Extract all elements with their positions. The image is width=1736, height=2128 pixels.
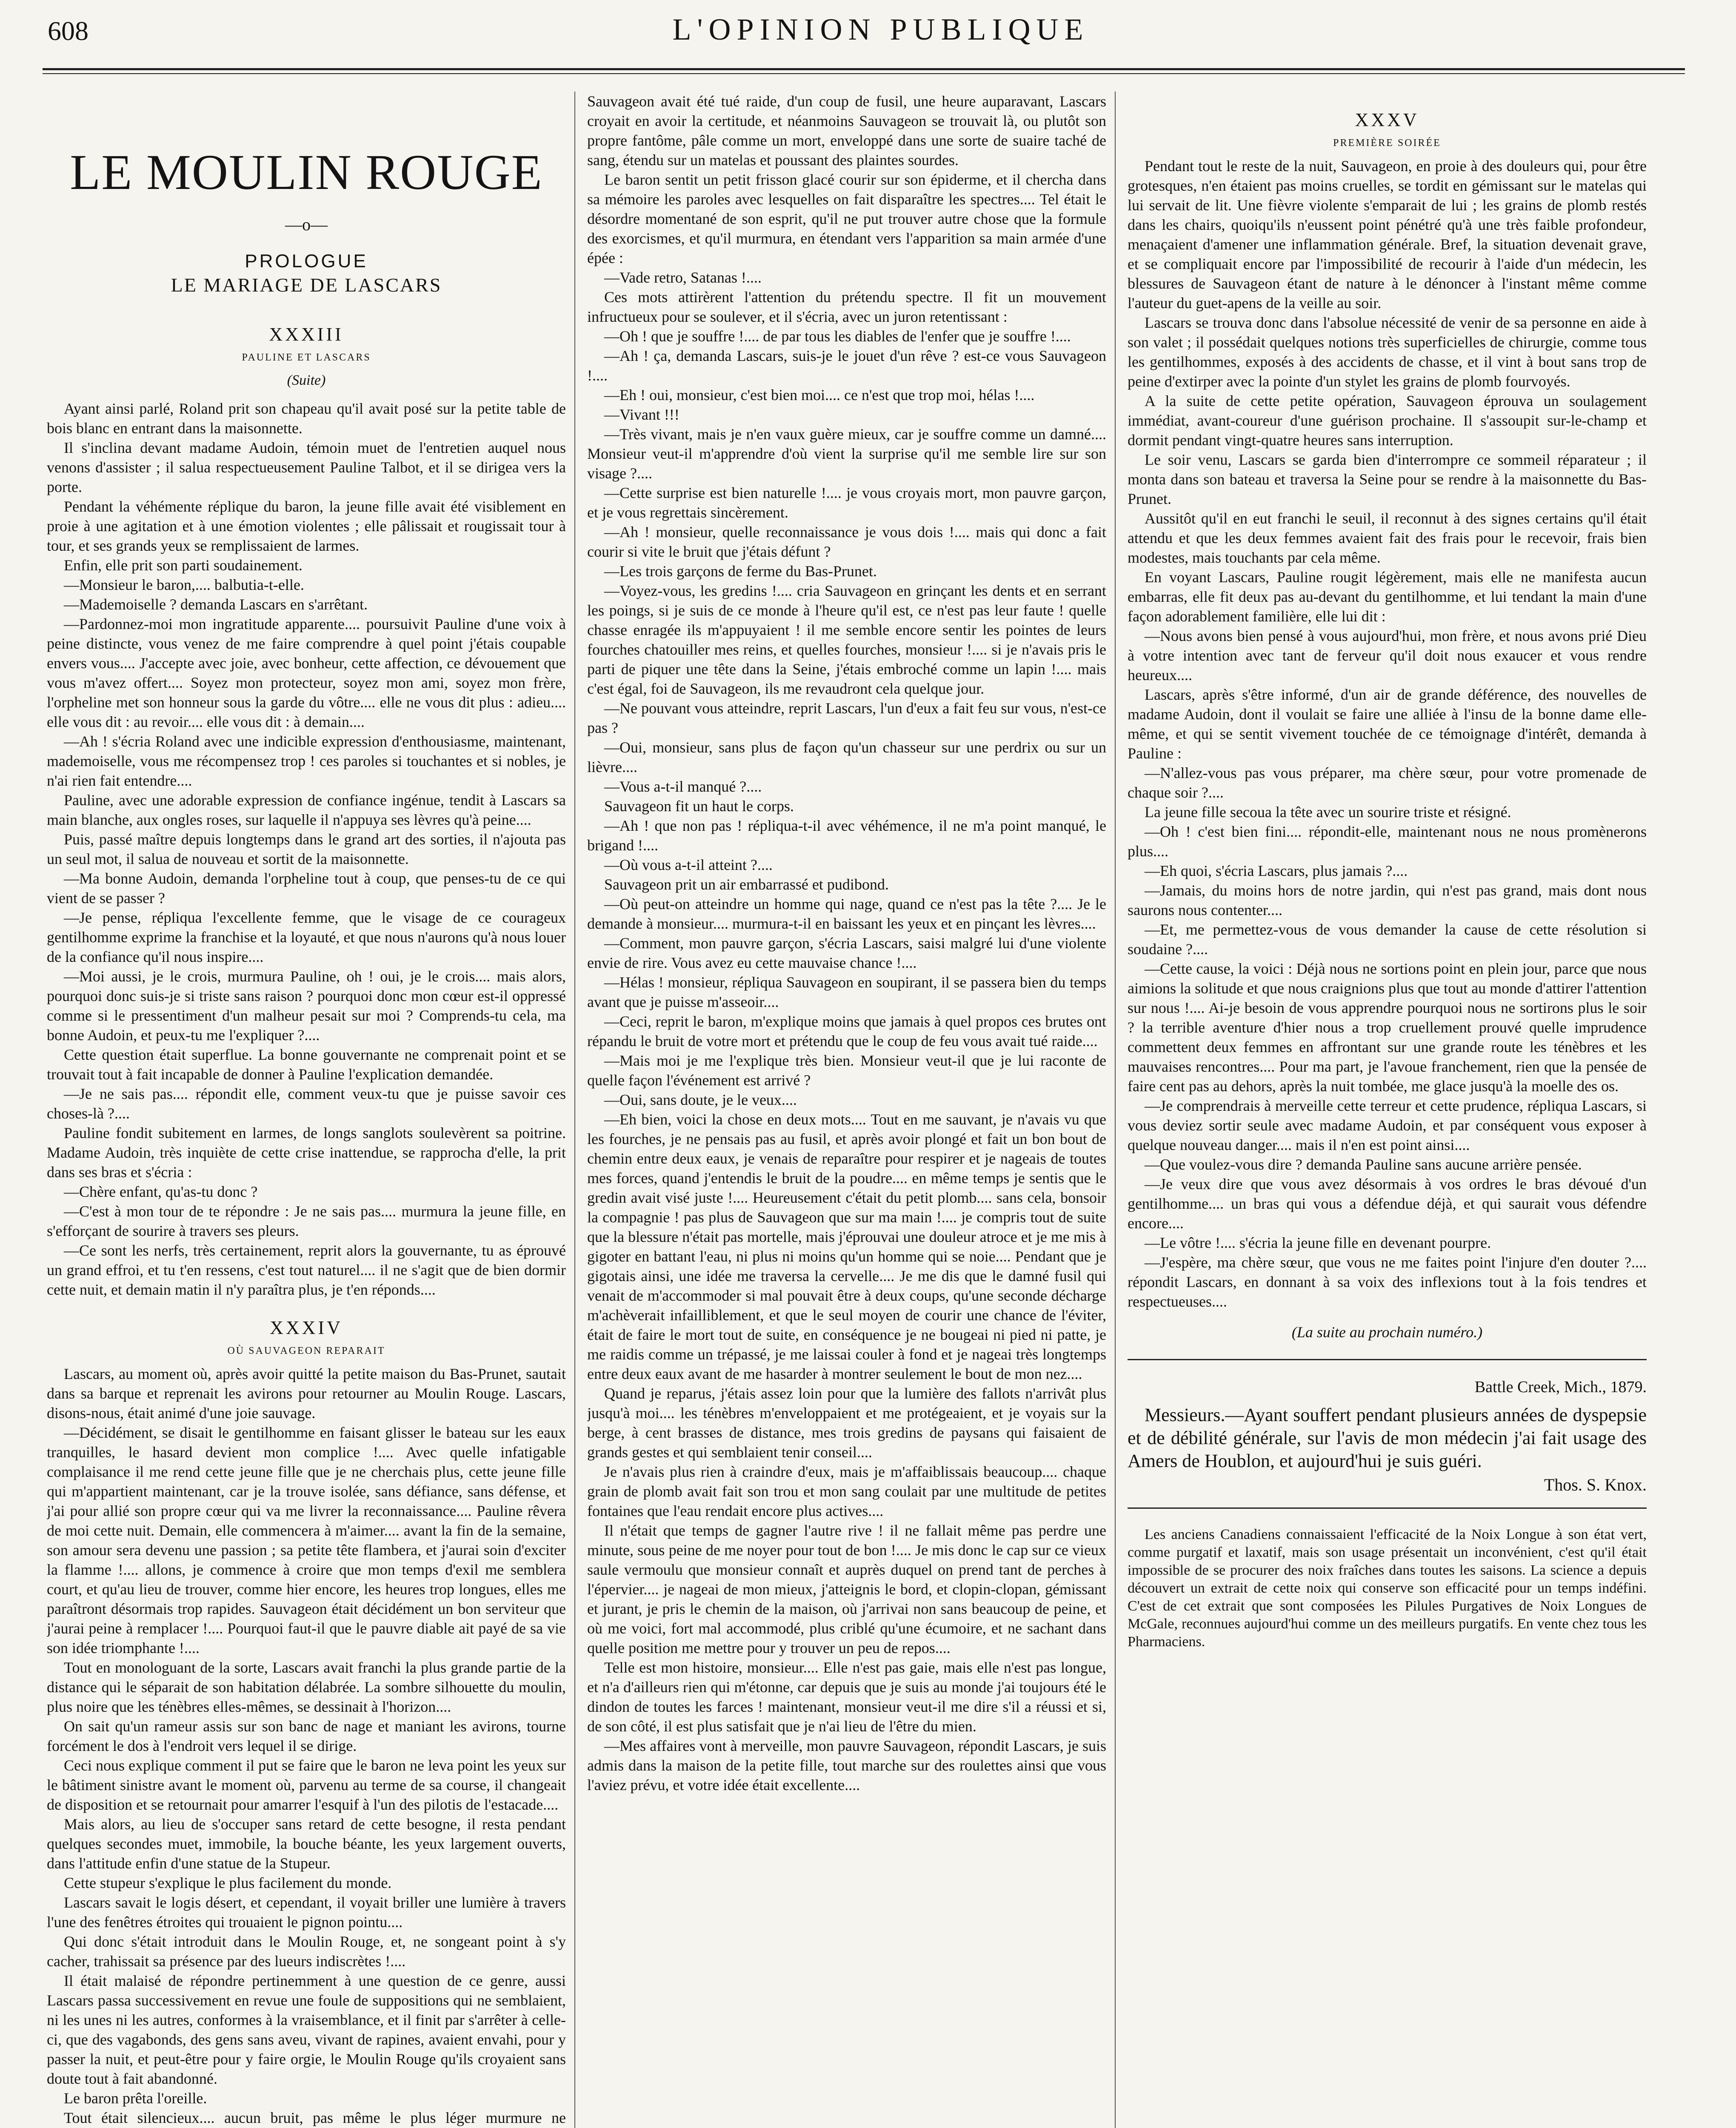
paragraph: Le soir venu, Lascars se garda bien d'interrompre ce sommeil réparateur ; il monta dans son bateau et traversa la Seine pour se rendre à la maisonnette du Bas-Prunet.: [1128, 451, 1647, 507]
paragraph: —Ah ! que non pas ! répliqua-t-il avec véhémence, il ne m'a point manqué, le brigand !....: [587, 817, 1106, 854]
column-divider: [1115, 92, 1116, 2128]
paragraph: —Oh ! c'est bien fini.... répondit-elle, maintenant nous ne nous promènerons plus....: [1128, 823, 1647, 860]
chapter-35-body: [1128, 156, 1647, 1311]
paragraph: Sauvageon avait été tué raide, d'un coup de fusil, une heure auparavant, Lascars croyait en avoir la certitude, et néanmoins Sauvageon se trouvait là, ou plutôt son propre fantôme, pâle comme un mort, enveloppé dans une sorte de suaire taché de sang, étendu sur un matelas et poussant des plaintes sourdes.: [587, 93, 1106, 169]
paragraph: Le baron sentit un petit frisson glacé courir sur son épiderme, et il chercha dans sa mémoire les paroles avec lesquelles on fait disparaître les spectres.... Tel était le désordre momentané de son esprit, qu'il ne put trouver autre chose que la formule des exorcismes, et qu'il murmura, en étendant vers l'apparition sa main armée d'une épée :: [587, 171, 1106, 266]
paragraph: —Chère enfant, qu'as-tu donc ?: [64, 1183, 258, 1200]
header-rule-thin: [43, 73, 1685, 74]
paragraph: —Je pense, répliqua l'excellente femme, que le visage de ce courageux gentilhomme exprime la franchise et la loyauté, et que nous n'aurons qu'à nous louer de la confiance qu'il nous inspire....: [47, 909, 566, 965]
paragraph: Il était malaisé de répondre pertinemment à une question de ce genre, aussi Lascars passa successivement en revue une foule de suppositions qui ne semblaient, ni les unes ni les autres, conformes à la vraisemblance, et il finit par s'arrêter à celle-ci, que des vagabonds, des gens sans aveu, vivant de rapines, avaient envahi, pour y passer la nuit, et peut-être pour y faire orgie, le Moulin Rouge qu'ils croyaient sans doute tout à fait abandonné.: [47, 1972, 566, 2087]
suite-note: (Suite): [287, 372, 326, 388]
paragraph: —Ah ! ça, demanda Lascars, suis-je le jouet d'un rêve ? est-ce vous Sauvageon !....: [587, 347, 1106, 384]
column-1: [47, 92, 566, 2128]
paragraph: —Monsieur le baron,.... balbutia-t-elle.: [64, 576, 304, 593]
paragraph: Mais alors, au lieu de s'occuper sans retard de cette besogne, il resta pendant quelques secondes muet, immobile, la bouche béante, les yeux largement ouverts, dans l'attitude enfin d'une statue de la Stupeur.: [47, 1816, 566, 1872]
paragraph: Pendant la véhémente réplique du baron, la jeune fille avait été visiblement en proie à une agitation et à une émotion violentes ; elle pâlissait et rougissait tour à tour, et ses grands yeux se remplissaient de larmes.: [47, 498, 566, 554]
paragraph: —Comment, mon pauvre garçon, s'écria Lascars, saisi malgré lui d'une violente envie de rire. Vous avez eu cette mauvaise chance !....: [587, 935, 1106, 971]
ad-dateline: Battle Creek, Mich., 1879.: [1474, 1378, 1647, 1396]
paragraph: Je n'avais plus rien à craindre d'eux, mais je m'affaiblissais beaucoup.... chaque grain de plomb avait fait son trou et mon sang coulait par une multitude de petites fontaines que l'eau rendait encore plus actives....: [587, 1463, 1106, 1519]
chapter-subtitle: PREMIÈRE SOIRÉE: [1333, 137, 1441, 149]
paragraph: —Mes affaires vont à merveille, mon pauvre Sauvageon, répondit Lascars, je suis admis dans la maison de la petite fille, tout marche sur des roulettes ainsi que vous l'aviez prévu, et votre idée était excellente....: [587, 1737, 1106, 1793]
paragraph: Ces mots attirèrent l'attention du prétendu spectre. Il fit un mouvement infructueux pour se soulever, et il s'écria, avec un juron retentissant :: [587, 289, 1106, 325]
chapter-subtitle: PAULINE ET LASCARS: [242, 352, 371, 363]
testimonial-signature: Thos. S. Knox.: [1544, 1475, 1647, 1494]
paragraph: —Eh bien, voici la chose en deux mots.... Tout en me sauvant, je n'avais vu que les fourches, je ne pensais pas au fusil, et après avoir plongé et fait un bon bout de chemin entre deux eaux, je venais de reparaître pour respirer et je nageais de toutes mes forces, quand j'entendis le bruit de la poudre.... en même temps je sentis que le gredin avait visé juste !.... Heureusement c'était du petit plomb.... sans cela, bonsoir la compagnie ! pas plus de Sauvageon que sur ma main !.... je compris tout de suite que la blessure n'était pas mortelle, mais j'éprouvai une douleur atroce et je me mis à gigoter en battant l'eau, ni plus ni moins qu'un homme qui se noie.... Pendant que je gigotais ainsi, une idée me traversa la cervelle.... Je me dis que le damné fusil qui venait de m'accommoder si mal pouvait être à deux coups, qu'une seconde décharge m'achèverait infailliblement, et que le seul moyen de courir une chance de l'éviter, était de faire le mort tout de suite, en conséquence je ne bougeai ni pied ni patte, je me raidis comme un trépassé, je me laissai couler à fond et je nageai très longtemps entre deux eaux avant de me hasarder à montrer seulement le bout de mon nez....: [587, 1111, 1106, 1382]
title-ornament: —o—: [285, 215, 328, 234]
paragraph: —Oui, sans doute, je le veux....: [604, 1091, 797, 1108]
paragraph: —Vade retro, Satanas !....: [604, 269, 762, 286]
header-rule: [43, 68, 1685, 70]
paragraph: —Hélas ! monsieur, répliqua Sauvageon en soupirant, il se passera bien du temps avant que je puisse m'asseoir....: [587, 974, 1106, 1010]
paragraph: Lascars savait le logis désert, et cependant, il voyait briller une lumière à travers l'une des fenêtres étroites qui trouaient le pignon pointu....: [47, 1894, 566, 1931]
paragraph: —Ah ! monsieur, quelle reconnaissance je vous dois !.... mais qui donc a fait courir si vite le bruit que j'étais défunt ?: [587, 523, 1106, 560]
chapter-number: XXXV: [1355, 109, 1419, 130]
paragraph: En voyant Lascars, Pauline rougit légèrement, mais elle ne manifesta aucun embarras, elle fit deux pas au-devant du gentilhomme, et lui tendant la main d'une façon adorablement familière, elle lui dit :: [1128, 569, 1647, 625]
paragraph: Ceci nous explique comment il put se faire que le baron ne leva point les yeux sur le bâtiment sinistre avant le moment où, parvenu au terme de sa course, il changeait de disposition et se retournait pour amarrer l'esquif à l'un des pilotis de l'estacade....: [47, 1757, 566, 1813]
paragraph: —Je ne sais pas.... répondit elle, comment veux-tu que je puisse savoir ces choses-là ?....: [47, 1085, 566, 1122]
paragraph: —Jamais, du moins hors de notre jardin, qui n'est pas grand, mais dont nous saurons nous contenter....: [1128, 882, 1647, 918]
paragraph: —C'est à mon tour de te répondre : Je ne sais pas.... murmura la jeune fille, en s'efforçant de sourire à travers ses pleurs.: [47, 1203, 566, 1239]
paragraph: —Décidément, se disait le gentilhomme en faisant glisser le bateau sur les eaux tranquilles, le hasard devient mon complice !.... Avec quelle infatigable complaisance il me rend cette jeune fille que je ne cherchais plus, cette jeune fille qui m'appartient maintenant, car je la trouve isolée, sans défiance, sans défense, et j'ai pour allié son propre cœur qui va me livrer la reconnaissance.... Pauline rêvera de moi cette nuit. Demain, elle commencera à m'aimer.... avant la fin de la semaine, son amour sera devenu une passion ; sa petite tête flambera, et j'aurai soin d'exciter la flamme !.... allons, je commence à croire que mon temps d'exil me semblera court, et qu'au lieu de trouver, comme hier encore, les heures trop longues, elles me paraîtront désormais trop rapides. Sauvageon était décidément un bon serviteur que j'aurai peine à remplacer !.... Pourquoi faut-il que le pauvre diable ait payé de sa vie son idée triomphante !....: [47, 1424, 566, 1656]
column-2: [587, 92, 1106, 2128]
paragraph: —Que voulez-vous dire ? demanda Pauline sans aucune arrière pensée.: [1145, 1156, 1582, 1173]
paragraph: —Moi aussi, je le crois, murmura Pauline, oh ! oui, je le crois.... mais alors, pourquoi donc suis-je si triste sans raison ? pourquoi donc mon cœur est-il oppressé comme si le pressentiment d'un malheur pesait sur moi ? Comprends-tu cela, ma bonne Audoin, et peux-tu me l'expliquer ?....: [47, 968, 566, 1044]
prologue-heading: PROLOGUE: [245, 251, 368, 272]
page-number: 608: [48, 16, 89, 46]
houblon-testimonial: Messieurs.—Ayant souffert pendant plusieurs années de dyspepsie et de débilité générale, sur l'avis de mon médecin j'ai fait usage des Amers de Houblon, et aujourd'hui je suis guéri.: [1128, 1404, 1647, 1471]
paragraph: Sauvageon fit un haut le corps.: [604, 798, 794, 815]
column-divider: [574, 92, 575, 2128]
paragraph: —Je comprendrais à merveille cette terreur et cette prudence, répliqua Lascars, si vous deviez sortir seule avec madame Audoin, et par conséquent vous exposer à quelque nouveau danger.... mais il n'en est point ainsi....: [1128, 1097, 1647, 1153]
paragraph: —Cette cause, la voici : Déjà nous ne sortions point en plein jour, parce que nous aimions la solitude et que nous craignions plus que tout au monde d'attirer l'attention sur nous !.... Ai-je besoin de vous apprendre pourquoi nous ne sortirons plus le soir ? la terrible aventure d'hier nous a trop cruellement prouvé quelle imprudence commettent deux femmes en affrontant sur une grande route les ténèbres et les mauvaises rencontres.... Pour ma part, je l'avoue franchement, rien que la pensée de faire cent pas au dehors, après la nuit tombée, me glace jusqu'à la moelle des os.: [1128, 960, 1647, 1095]
paragraph: —Mais moi je me l'explique très bien. Monsieur veut-il que je lui raconte de quelle façon l'événement est arrivé ?: [587, 1052, 1106, 1089]
paragraph: A la suite de cette petite opération, Sauvageon éprouva un soulagement immédiat, avant-coureur d'une guérison prochaine. Il s'assoupit sur-le-champ et dormit pendant vingt-quatre heures sans interruption.: [1128, 392, 1647, 449]
paragraph: —Oh ! que je souffre !.... de par tous les diables de l'enfer que je souffre !....: [604, 328, 1071, 345]
paragraph: Tout était silencieux.... aucun bruit, pas même le plus léger murmure ne: [64, 2109, 566, 2126]
paragraph: Aussitôt qu'il en eut franchi le seuil, il reconnut à des signes certains qu'il était attendu et que les deux femmes avaient fait des frais pour le recevoir, frais bien modestes, mais touchants par cela même.: [1128, 510, 1647, 566]
paragraph: —Et, me permettez-vous de vous demander la cause de cette résolution si soudaine ?....: [1128, 921, 1647, 958]
paragraph: —Où peut-on atteindre un homme qui nage, quand ce n'est pas la tête ?.... Je le demande à monsieur.... murmura-t-il en baissant les yeux et en pinçant les lèvres....: [587, 895, 1106, 932]
paragraph: Il s'inclina devant madame Audoin, témoin muet de l'entretien auquel nous venons d'assister ; il salua respectueusement Pauline Talbot, et il se dirigea vers la porte.: [47, 439, 566, 495]
paragraph: —Eh ! oui, monsieur, c'est bien moi.... ce n'est que trop moi, hélas !....: [604, 386, 1035, 403]
paragraph: Il n'était que temps de gagner l'autre rive ! il ne fallait même pas perdre une minute, sous peine de me noyer pour tout de bon !.... Je mis donc le cap sur ce vieux saule vermoulu que monsieur connaît et auprès duquel on prend tant de perches à l'épervier.... je nageai de mon mieux, j'atteignis le bord, et clopin-clopan, gémissant et jurant, je pris le chemin de la maison, où j'arrivai non sans beaucoup de peine, et où me voici, fort mal accommodé, plus criblé qu'une écumoire, et ne sachant dans quelle position me mettre pour y trouver un peu de repos....: [587, 1522, 1106, 1656]
paragraph: Qui donc s'était introduit dans le Moulin Rouge, et, ne songeant point à s'y cacher, trahissait sa présence par des lueurs indiscrètes !....: [47, 1933, 566, 1970]
paragraph: Lascars se trouva donc dans l'absolue nécessité de venir de sa personne en aide à son valet ; il possédait quelques notions très superficielles de chirurgie, comme tous les gentilhommes, exposés à des accidents de chasse, et il vint à bout sans trop de peine d'extirper avec la pointe d'un stylet les grains de plomb fourvoyés.: [1128, 314, 1647, 390]
journal-title: L'OPINION PUBLIQUE: [672, 12, 1089, 46]
paragraph: Tout en monologuant de la sorte, Lascars avait franchi la plus grande partie de la distance qui le séparait de son habitation délabrée. La sombre silhouette du moulin, plus noire que les ténèbres elles-mêmes, se dessinait à l'horizon....: [47, 1659, 566, 1715]
paragraph: On sait qu'un rameur assis sur son banc de nage et maniant les avirons, tourne forcément le dos à l'endroit vers lequel il se dirige.: [47, 1718, 566, 1754]
paragraph: —Les trois garçons de ferme du Bas-Prunet.: [604, 563, 877, 580]
paragraph: —Ah ! s'écria Roland avec une indicible expression d'enthousiasme, maintenant, mademoiselle, vous me récompensez trop ! ces paroles si touchantes et si nobles, je n'ai rien fait entendre....: [47, 733, 566, 789]
to-be-continued: (La suite au prochain numéro.): [1291, 1324, 1483, 1341]
paragraph: Ayant ainsi parlé, Roland prit son chapeau qu'il avait posé sur la petite table de bois blanc en entrant dans la maisonnette.: [47, 400, 566, 437]
paragraph: Pauline, avec une adorable expression de confiance ingénue, tendit à Lascars sa main blanche, aux ongles roses, sur laquelle il n'appuya ses lèvres qu'à peine....: [47, 792, 566, 828]
chapter-number: XXXIII: [269, 324, 344, 345]
paragraph: Lascars, après s'être informé, d'un air de grande déférence, des nouvelles de madame Audoin, dont il voulait se faire une alliée à l'insu de la bonne dame elle-même, et qui se sentit vivement touchée de ce témoignage d'intérêt, demanda à Pauline :: [1128, 686, 1647, 762]
paragraph: —Vivant !!!: [604, 406, 680, 423]
paragraph: —J'espère, ma chère sœur, que vous ne me faites point l'injure d'en douter ?.... répondit Lascars, en donnant à sa voix des inflexions tout à la fois tendres et respectueuses....: [1128, 1254, 1647, 1310]
column-3: [1128, 92, 1647, 2128]
paragraph: Puis, passé maître depuis longtemps dans le grand art des sorties, il n'ajouta pas un seul mot, il salua de nouveau et sortit de la maisonnette.: [47, 831, 566, 867]
paragraph: —Ma bonne Audoin, demanda l'orpheline tout à coup, que penses-tu de ce qui vient de se passer ?: [47, 870, 566, 907]
paragraph: —Nous avons bien pensé à vous aujourd'hui, mon frère, et nous avons prié Dieu à votre intention avec tant de ferveur qu'il doit nous exaucer et vous rendre heureux....: [1128, 627, 1647, 684]
paragraph: —N'allez-vous pas vous préparer, ma chère sœur, pour votre promenade de chaque soir ?....: [1128, 764, 1647, 801]
noix-longue-advertisement: Les anciens Canadiens connaissaient l'efficacité de la Noix Longue à son état vert, comme purgatif et laxatif, mais son usage présentait un inconvénient, c'est qu'il était impossible de se procurer des noix fraîches dans toutes les saisons. La science a depuis découvert un extrait de cette noix qui conserve son efficacité pour un temps indéfini. C'est de cet extrait que sont composées les Pilules Purgatives de Noix Longues de McGale, reconnues aujourd'hui comme un des meilleurs purgatifs. En vente chez tous les Pharmaciens.: [1128, 1527, 1647, 1650]
chapter-subtitle: OÙ SAUVAGEON REPARAIT: [227, 1345, 385, 1356]
serial-title: LE MOULIN ROUGE: [70, 144, 543, 200]
serial-subtitle: LE MARIAGE DE LASCARS: [171, 274, 442, 296]
paragraph: Quand je reparus, j'étais assez loin pour que la lumière des fallots n'arrivât plus jusqu'à moi.... les ténèbres m'enveloppaient et me protégeaient, et je voyais sur la berge, à cent brasses de distance, mes trois gredins de paysans qui faisaient de grands gestes et qui semblaient tenir conseil....: [587, 1385, 1106, 1461]
paragraph: Le baron prêta l'oreille.: [64, 2090, 207, 2107]
paragraph: —Pardonnez-moi mon ingratitude apparente.... poursuivit Pauline d'une voix à peine distincte, vous venez de me faire comprendre à quel point j'étais coupable envers vous.... J'accepte avec joie, avec bonheur, cette affection, ce dévouement que vous m'avez offert.... Soyez mon protecteur, soyez mon ami, soyez mon frère, l'orpheline met son honneur sous la garde du vôtre.... elle ne vous dit plus : adieu.... elle vous dit : au revoir.... elle vous dit : à demain....: [47, 615, 566, 730]
paragraph: —Cette surprise est bien naturelle !.... je vous croyais mort, mon pauvre garçon, et je vous regrettais sincèrement.: [587, 484, 1106, 521]
paragraph: —Ceci, reprit le baron, m'explique moins que jamais à quel propos ces brutes ont répandu le bruit de votre mort et prétendu que le coup de feu vous avait tué raide....: [587, 1013, 1106, 1050]
paragraph: Pauline fondit subitement en larmes, de longs sanglots soulevèrent sa poitrine. Madame Audoin, très inquiète de cette crise inattendue, se rapprocha d'elle, la prit dans ses bras et s'écria :: [47, 1124, 566, 1181]
paragraph: —Oui, monsieur, sans plus de façon qu'un chasseur sur une perdrix ou sur un lièvre....: [587, 739, 1106, 775]
chapter-33-body: [47, 399, 566, 1299]
paragraph: Cette question était superflue. La bonne gouvernante ne comprenait point et se trouvait tout à fait incapable de donner à Pauline l'explication demandée.: [47, 1046, 566, 1083]
chapter-34-body-continued: [587, 92, 1106, 1795]
chapter-34-body: [47, 1364, 566, 2128]
paragraph: —Vous a-t-il manqué ?....: [604, 778, 762, 795]
paragraph: —Où vous a-t-il atteint ?....: [604, 856, 773, 873]
paragraph: Lascars, au moment où, après avoir quitté la petite maison du Bas-Prunet, sautait dans sa barque et reprenait les avirons pour retourner au Moulin Rouge. Lascars, disons-nous, était animé d'une joie sauvage.: [47, 1365, 566, 1422]
paragraph: Enfin, elle prit son parti soudainement.: [64, 557, 303, 574]
paragraph: Sauvageon prit un air embarrassé et pudibond.: [604, 876, 889, 893]
paragraph: Cette stupeur s'explique le plus facilement du monde.: [64, 1874, 392, 1891]
chapter-number: XXXIV: [270, 1317, 343, 1338]
paragraph: La jeune fille secoua la tête avec un sourire triste et résigné.: [1145, 804, 1511, 821]
paragraph: Telle est mon histoire, monsieur.... Elle n'est pas gaie, mais elle n'est pas longue, et n'a d'ailleurs rien qui m'étonne, car depuis que je suis au monde j'ai toujours été le dindon de toutes les farces ! maintenant, monsieur veut-il me dire s'il a réussi et si, de son côté, il est plus satisfait que je n'ai lieu de l'être du mien.: [587, 1659, 1106, 1735]
paragraph: —Mademoiselle ? demanda Lascars en s'arrêtant.: [64, 596, 368, 613]
ad-separator: [1128, 1507, 1647, 1509]
paragraph: —Voyez-vous, les gredins !.... cria Sauvageon en grinçant les dents et en serrant les poings, si je suis de ce monde à l'heure qu'il est, ce n'est pas leur faute ! quelle chasse enragée ils m'appuyaient ! il me semble encore sentir les pointes de leurs fourches chatouiller mes reins, et quelles fourches, monsieur !.... si je n'avais pris le parti de piquer une tête dans la Seine, j'étais embroché comme un lapin !.... mais c'est égal, foi de Sauvageon, ils me revaudront cela quelque jour.: [587, 582, 1106, 697]
ad-separator: [1128, 1359, 1647, 1360]
paragraph: —Le vôtre !.... s'écria la jeune fille en devenant pourpre.: [1145, 1234, 1491, 1251]
paragraph: —Ne pouvant vous atteindre, reprit Lascars, l'un d'eux a fait feu sur vous, n'est-ce pas ?: [587, 700, 1106, 736]
paragraph: —Eh quoi, s'écria Lascars, plus jamais ?....: [1145, 862, 1408, 879]
paragraph: —Je veux dire que vous avez désormais à vos ordres le bras dévoué d'un gentilhomme.... un bras qui vous a défendue déjà, et qui saurait vous défendre encore....: [1128, 1176, 1647, 1232]
paragraph: —Très vivant, mais je n'en vaux guère mieux, car je souffre comme un damné.... Monsieur veut-il m'apprendre d'où vient la surprise qu'il me semble lire sur son visage ?....: [587, 426, 1106, 482]
paragraph: —Ce sont les nerfs, très certainement, reprit alors la gouvernante, tu as éprouvé un grand effroi, et tu t'en ressens, c'est tout naturel.... il ne s'agit que de bien dormir cette nuit, et demain matin il n'y paraîtra plus, je t'en réponds....: [47, 1242, 566, 1298]
paragraph: Pendant tout le reste de la nuit, Sauvageon, en proie à des douleurs qui, pour être grotesques, n'en étaient pas moins cruelles, se tordit en gémissant sur le matelas qui lui servait de lit. Une fièvre violente s'emparait de lui ; les grains de plomb restés dans les chairs, quoiqu'ils n'eussent point pénétré qu'à une très faible profondeur, menaçaient d'amener une inflammation générale. Bref, la situation devenait grave, et se compliquait encore par l'impossibilité de recourir à l'aide d'un médecin, les blessures de Sauvageon étant de nature à le dénoncer à l'instant même comme l'auteur du guet-apens de la veille au soir.: [1128, 157, 1647, 312]
